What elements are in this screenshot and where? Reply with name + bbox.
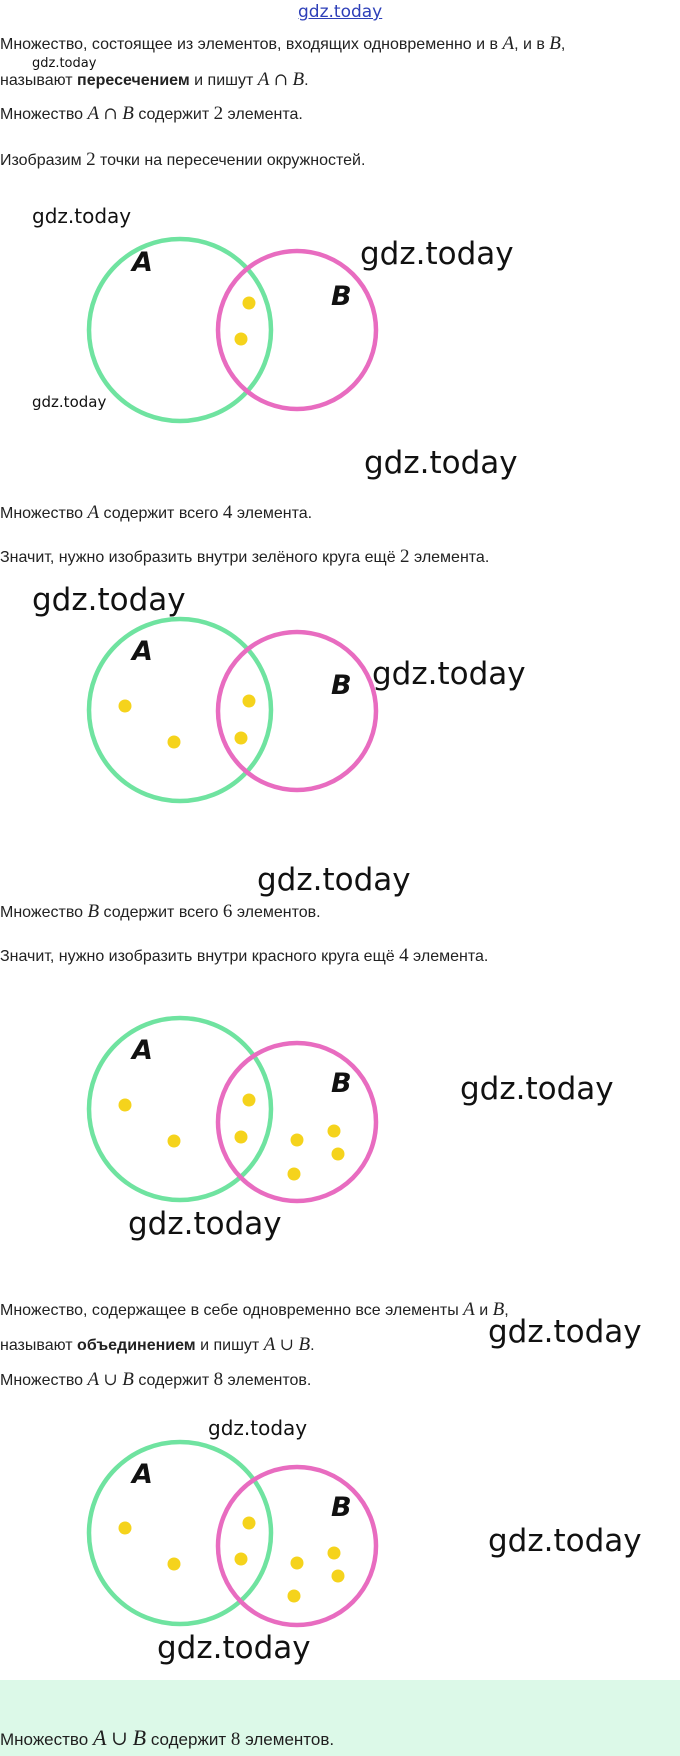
set-a-label: A — [132, 1035, 153, 1066]
watermark: gdz.today — [32, 393, 107, 411]
union-symbol: ∪ — [111, 1726, 128, 1750]
element-dot — [328, 1125, 341, 1138]
element-dot — [243, 297, 256, 310]
venn-svg — [60, 615, 390, 810]
set-b-symbol: B — [298, 1334, 311, 1355]
step-add-to-red — [0, 946, 488, 967]
element-dot — [235, 1131, 248, 1144]
step-intersection-count — [0, 104, 303, 125]
set-a-circle — [89, 239, 271, 421]
venn-diagram-2 — [60, 615, 390, 810]
text: элементов. — [245, 1730, 335, 1749]
set-b-symbol: B — [292, 69, 305, 90]
step-set-b-count — [0, 902, 321, 923]
text: элементов. — [236, 904, 321, 921]
text: элемента. — [227, 106, 303, 123]
set-a-symbol: A — [87, 1369, 100, 1390]
set-a-label: A — [132, 247, 153, 278]
text: Множество — [0, 904, 84, 921]
text: содержит — [138, 106, 210, 123]
text: Значит, нужно изобразить внутри красного круга ещё — [0, 948, 395, 965]
set-b-label: B — [331, 281, 352, 312]
step-set-a-count — [0, 503, 312, 524]
text: и — [479, 1302, 489, 1319]
set-b-label: B — [331, 670, 352, 701]
union-definition-line2 — [0, 1335, 315, 1356]
element-dot — [288, 1168, 301, 1181]
set-a-symbol: A — [92, 1725, 107, 1750]
watermark: gdz.today — [128, 1206, 282, 1242]
text: элемента. — [236, 505, 313, 522]
element-dot — [235, 333, 248, 346]
watermark: gdz.today — [32, 582, 186, 618]
intersection-definition-line1 — [0, 34, 565, 55]
element-dot — [235, 732, 248, 745]
venn-diagram-3 — [60, 1013, 390, 1208]
element-dot — [119, 1522, 132, 1535]
element-dot — [243, 1094, 256, 1107]
watermark-link[interactable]: gdz.today — [298, 2, 383, 22]
text: Множество, содержащее в себе одновременно все элементы — [0, 1302, 459, 1319]
text: элемента. — [414, 549, 490, 566]
text: Значит, нужно изобразить внутри зелёного круга ещё — [0, 549, 396, 566]
count-value: 2 — [400, 546, 410, 567]
element-dot — [168, 1135, 181, 1148]
set-b-symbol: B — [492, 1299, 505, 1320]
count-value: 2 — [213, 103, 224, 124]
union-definition-line1 — [0, 1300, 509, 1321]
watermark: gdz.today — [157, 1630, 311, 1666]
text: называют — [0, 72, 73, 89]
element-dot — [243, 695, 256, 708]
set-b-symbol: B — [122, 103, 134, 124]
venn-svg — [60, 1437, 390, 1632]
element-dot — [119, 1099, 132, 1112]
term-union: объединением — [77, 1337, 196, 1354]
set-a-label: A — [132, 1459, 153, 1490]
set-b-symbol: B — [122, 1369, 134, 1390]
set-a-circle — [89, 1442, 271, 1624]
text: содержит — [150, 1730, 227, 1749]
count-value: 4 — [399, 945, 409, 966]
text: элементов. — [227, 1372, 312, 1389]
text: и пишут — [194, 72, 254, 89]
watermark: gdz.today — [257, 862, 411, 898]
set-b-symbol: B — [132, 1725, 147, 1750]
text: элемента. — [413, 948, 489, 965]
venn-diagram-1 — [60, 235, 390, 425]
venn-svg — [60, 235, 390, 425]
watermark: gdz.today — [460, 1071, 614, 1107]
step-draw-points — [0, 150, 365, 171]
step-add-to-green — [0, 547, 489, 568]
element-dot — [235, 1553, 248, 1566]
count-value: 2 — [86, 149, 96, 170]
text: содержит всего — [103, 505, 219, 522]
set-b-label: B — [331, 1492, 352, 1523]
watermark: gdz.today — [208, 1416, 308, 1440]
intersection-symbol: ∩ — [103, 104, 118, 124]
term-intersection: пересечением — [77, 72, 190, 89]
element-dot — [328, 1547, 341, 1560]
element-dot — [168, 736, 181, 749]
count-value: 8 — [230, 1729, 241, 1750]
set-a-symbol: A — [257, 69, 270, 90]
set-a-circle — [89, 619, 271, 801]
text: Множество — [0, 106, 84, 123]
set-a-symbol: A — [263, 1334, 276, 1355]
watermark: gdz.today — [364, 445, 518, 481]
set-b-label: B — [331, 1068, 352, 1099]
set-b-circle — [218, 632, 376, 790]
text: . — [310, 1337, 315, 1354]
text: точки на пересечении окружностей. — [100, 152, 366, 169]
set-a-symbol: A — [502, 33, 515, 54]
set-a-symbol: A — [87, 103, 100, 124]
text: называют — [0, 1337, 73, 1354]
union-symbol: ∪ — [279, 1335, 295, 1355]
text: и пишут — [200, 1337, 260, 1354]
count-value: 4 — [222, 502, 233, 523]
watermark: gdz.today — [488, 1523, 642, 1559]
answer-text — [0, 1726, 334, 1752]
set-b-symbol: B — [549, 33, 561, 54]
watermark: gdz.today — [488, 1314, 642, 1350]
step-union-count — [0, 1370, 311, 1391]
text: Множество — [0, 1730, 89, 1749]
count-value: 6 — [222, 901, 233, 922]
intersection-definition-line2 — [0, 70, 309, 91]
set-a-circle — [89, 1018, 271, 1200]
text: , и в — [514, 36, 545, 53]
element-dot — [243, 1517, 256, 1530]
watermark: gdz.today — [32, 204, 132, 228]
set-b-circle — [218, 251, 376, 409]
element-dot — [332, 1570, 345, 1583]
set-a-label: A — [132, 636, 153, 667]
intersection-symbol: ∩ — [273, 70, 289, 90]
text: , — [504, 1302, 509, 1319]
union-symbol: ∪ — [103, 1370, 118, 1390]
text: . — [304, 72, 309, 89]
watermark: gdz.today — [32, 56, 97, 71]
text: Множество — [0, 505, 84, 522]
element-dot — [119, 700, 132, 713]
venn-diagram-4 — [60, 1437, 390, 1632]
text: Множество — [0, 1372, 84, 1389]
text: Множество, состоящее из элементов, входящих одновременно и в — [0, 36, 498, 53]
element-dot — [288, 1590, 301, 1603]
count-value: 8 — [213, 1369, 224, 1390]
text: , — [560, 36, 566, 53]
element-dot — [168, 1558, 181, 1571]
element-dot — [291, 1557, 304, 1570]
text: содержит — [138, 1372, 210, 1389]
venn-svg — [60, 1013, 390, 1208]
text: Изобразим — [0, 152, 82, 169]
set-a-symbol: A — [87, 502, 100, 523]
element-dot — [291, 1134, 304, 1147]
text: содержит всего — [103, 904, 219, 921]
set-b-symbol: B — [87, 901, 100, 922]
element-dot — [332, 1148, 345, 1161]
watermark: gdz.today — [360, 236, 514, 272]
watermark: gdz.today — [372, 656, 526, 692]
set-a-symbol: A — [463, 1299, 475, 1320]
